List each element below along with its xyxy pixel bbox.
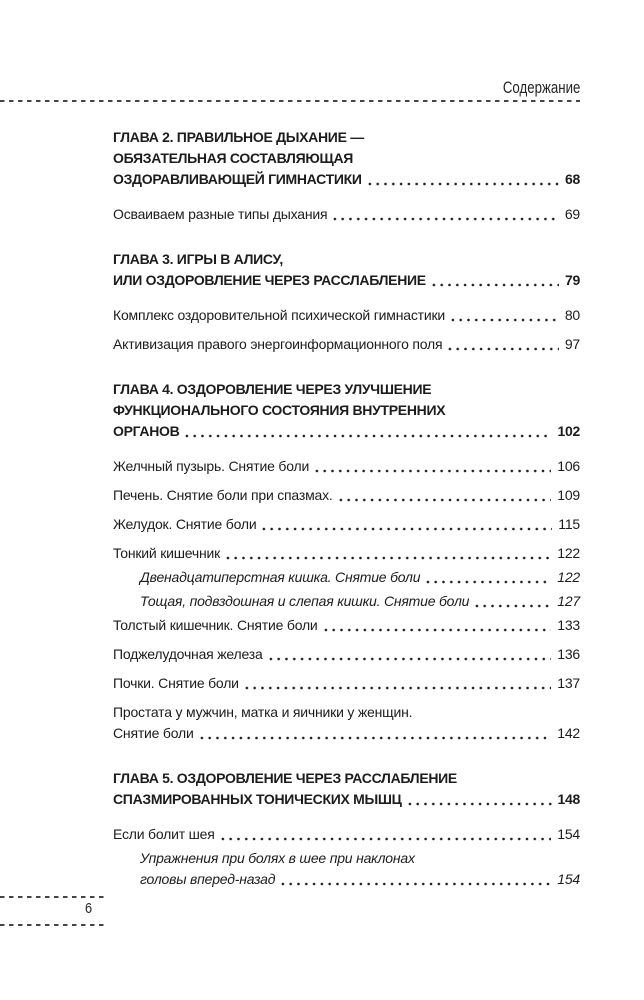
toc-entry-row [113, 169, 580, 190]
toc-entry-row [113, 421, 580, 442]
toc-sub-entry [113, 567, 580, 588]
toc-entry [113, 543, 580, 564]
toc-entry-title: Желудок. Снятие боли [113, 516, 257, 532]
toc-page-number: 136 [557, 646, 580, 662]
toc-page-number: 97 [564, 336, 580, 352]
toc-sub-entry [113, 591, 580, 612]
toc-page-number: 106 [557, 458, 580, 474]
toc-page-number: 69 [564, 206, 580, 222]
toc-entry [113, 305, 580, 326]
dot-leader [424, 567, 551, 588]
toc-entry-title: Если болит шея [113, 826, 215, 842]
toc-entry-title: Тощая, подвздошная и слепая кишки. Снятие боли [140, 593, 470, 609]
toc-chapter-entry [113, 379, 580, 442]
toc-entry-row [113, 514, 580, 535]
toc-entry-title-line: Упражнения при болях в шее при наклонах [140, 850, 415, 866]
toc-page-number: 102 [557, 423, 580, 439]
dot-leader [279, 869, 551, 890]
toc-entry-title: головы вперед-назад [140, 871, 276, 887]
toc-entry-title-line: ОБЯЗАТЕЛЬНАЯ СОСТАВЛЯЮЩАЯ [113, 150, 354, 166]
toc-page-number: 115 [558, 516, 580, 532]
toc-entry-title: Комплекс оздоровительной психической гимнастики [113, 307, 445, 323]
dot-leader [446, 334, 558, 355]
dot-leader [219, 824, 552, 845]
toc-entry-title: Тонкий кишечник [113, 545, 221, 561]
toc-entry-title: Двенадцатиперстная кишка. Снятие боли [140, 569, 421, 585]
toc-page-number: 142 [557, 725, 580, 741]
toc-entry-title: Почки. Снятие боли [113, 675, 239, 691]
toc-entry-title: Снятие боли [113, 725, 194, 741]
page-header-title: Содержание [502, 78, 580, 97]
toc-entry [113, 673, 580, 694]
toc-entry-title: Активизация правого энергоинформационного поля [113, 336, 443, 352]
toc-entry [113, 644, 580, 665]
dot-leader [183, 421, 551, 442]
toc-entry-title: ОЗДОРАВЛИВАЮЩЕЙ ГИМНАСТИКИ [113, 171, 362, 187]
toc-entry-title-line: ГЛАВА 3. ИГРЫ В АЛИСУ, [113, 251, 283, 267]
toc-entry-title: Поджелудочная железа [113, 646, 263, 662]
footer-dashed-rule-bottom [0, 924, 106, 926]
dot-leader [473, 591, 551, 612]
dot-leader [366, 169, 559, 190]
toc-page-number: 80 [564, 307, 580, 323]
toc-entry-title-line: ГЛАВА 5. ОЗДОРОВЛЕНИЕ ЧЕРЕЗ РАССЛАБЛЕНИЕ [113, 770, 457, 786]
toc-entry-row [113, 543, 580, 564]
dot-leader [331, 204, 558, 225]
toc-entry-title: Толстый кишечник. Снятие боли [113, 617, 318, 633]
toc-entry-title: Желчный пузырь. Снятие боли [113, 458, 310, 474]
toc-entry [113, 514, 580, 535]
toc-entry [113, 485, 580, 506]
toc-page-number: 137 [557, 675, 580, 691]
toc-entry-row [113, 270, 580, 291]
toc-entry-title: Печень. Снятие боли при спазмах. [113, 487, 333, 503]
toc-list [113, 127, 580, 893]
dot-leader [224, 543, 551, 564]
toc-entry-title: ОРГАНОВ [113, 423, 180, 439]
toc-page-number: 122 [557, 569, 580, 585]
toc-page-number: 127 [557, 593, 580, 609]
toc-chapter-entry [113, 127, 580, 190]
toc-page-number: 109 [557, 487, 580, 503]
toc-entry-row [140, 869, 580, 890]
dot-leader [322, 615, 552, 636]
dot-leader [430, 270, 559, 291]
toc-chapter-entry [113, 249, 580, 291]
toc-entry-row [113, 204, 580, 225]
toc-entry-row [113, 485, 580, 506]
toc-entry-title-line: Простата у мужчин, матка и яичники у женщин. [113, 704, 413, 720]
toc-page-number: 68 [565, 171, 580, 187]
toc-entry-row [140, 567, 580, 588]
toc-page-number: 79 [565, 272, 580, 288]
toc-entry [113, 702, 580, 744]
toc-entry-title: СПАЗМИРОВАННЫХ ТОНИЧЕСКИХ МЫШЦ [113, 791, 402, 807]
folio-page-number: 6 [85, 900, 93, 917]
toc-entry-row [113, 644, 580, 665]
toc-entry-row [113, 723, 580, 744]
toc-entry-title: ИЛИ ОЗДОРОВЛЕНИЕ ЧЕРЕЗ РАССЛАБЛЕНИЕ [113, 272, 426, 288]
toc-sub-entry [113, 848, 580, 890]
toc-entry-title-line: ГЛАВА 4. ОЗДОРОВЛЕНИЕ ЧЕРЕЗ УЛУЧШЕНИЕ [113, 381, 432, 397]
toc-page-number: 122 [557, 545, 580, 561]
toc-entry [113, 824, 580, 845]
footer-dashed-rule-top [0, 896, 106, 898]
toc-entry-row [113, 673, 580, 694]
toc-page-number: 154 [557, 871, 580, 887]
dot-leader [337, 485, 552, 506]
toc-entry-row [113, 334, 580, 355]
toc-entry [113, 334, 580, 355]
toc-entry-title-line: ФУНКЦИОНАЛЬНОГО СОСТОЯНИЯ ВНУТРЕННИХ [113, 402, 446, 418]
toc-entry [113, 204, 580, 225]
dot-leader [313, 456, 551, 477]
toc-entry-title: Осваиваем разные типы дыхания [113, 206, 328, 222]
toc-entry-row [140, 591, 580, 612]
dot-leader [406, 789, 552, 810]
toc-entry-row [113, 305, 580, 326]
dot-leader [198, 723, 552, 744]
toc-chapter-entry [113, 768, 580, 810]
dot-leader [243, 673, 551, 694]
dot-leader [260, 514, 552, 535]
toc-entry-title-line: ГЛАВА 2. ПРАВИЛЬНОЕ ДЫХАНИЕ — [113, 129, 364, 145]
dot-leader [449, 305, 559, 326]
toc-page-number: 133 [557, 617, 580, 633]
header-dashed-rule [0, 100, 580, 102]
toc-page-number: 148 [557, 791, 580, 807]
toc-entry-row [113, 456, 580, 477]
dot-leader [267, 644, 552, 665]
toc-entry-row [113, 824, 580, 845]
toc-page-number: 154 [557, 826, 580, 842]
toc-entry [113, 456, 580, 477]
toc-entry-row [113, 615, 580, 636]
toc-entry [113, 615, 580, 636]
toc-entry-row [113, 789, 580, 810]
